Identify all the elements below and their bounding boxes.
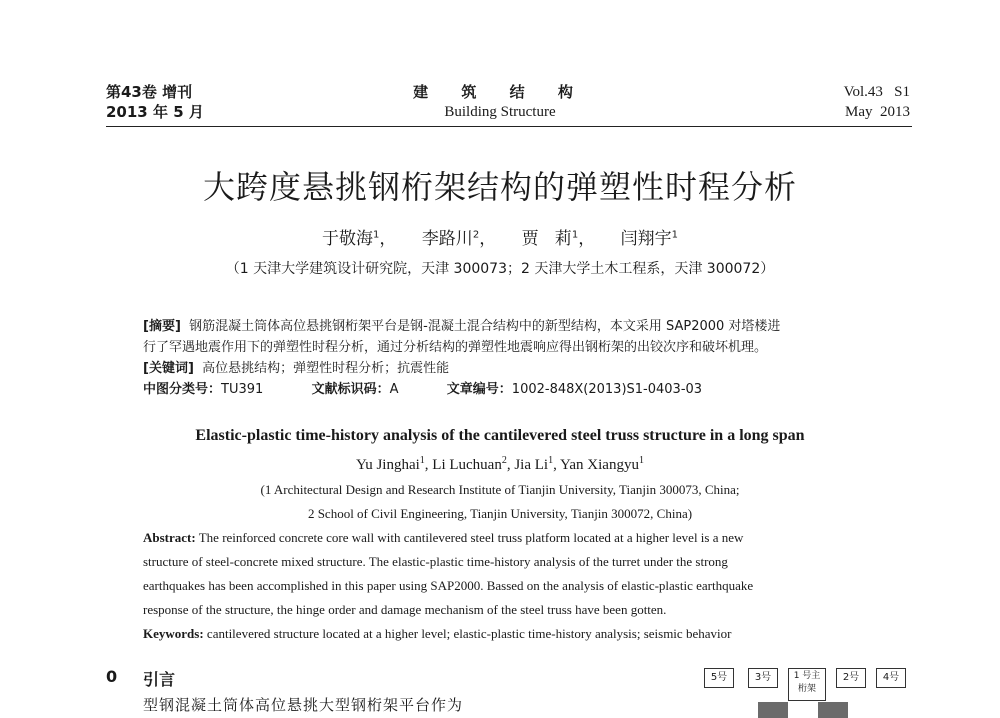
abstract-en-line3: earthquakes has been accomplished in this paper using SAP2000. Bassed on the analysis of elastic-plastic earthquake <box>143 578 754 593</box>
author-en: Yu Jinghai$^1$, <box>356 455 433 473</box>
figure-label: 2号 <box>836 668 866 688</box>
classification-line: 中图分类号：TU391 文献标识码：A 文章编号：1002-848X(2013)S1-0403-03 <box>143 382 703 397</box>
journal-name-en: Building Structure <box>444 104 556 120</box>
keywords-cn-label: [关键词] <box>143 361 194 376</box>
affiliation-en-line2: 2 School of Civil Engineering, Tianjin University, Tianjin 300072, China) <box>307 506 693 521</box>
journal-volume-en <box>844 82 910 122</box>
abstract-en-line4: response of the structure, the hinge order and damage mechanism of the steel truss have been gotten. <box>143 602 667 617</box>
volume-issue-en: Vol.43 S1 <box>843 84 910 100</box>
abstract-en-label: Abstract: <box>143 530 196 545</box>
header-rule <box>106 126 912 127</box>
affiliation-cn: （1 天津大学建筑设计研究院，天津 300073；2 天津大学土木工程系，天津 300072） <box>225 261 775 277</box>
author-en: Yan Xiangyu$^1$ <box>560 455 644 473</box>
publication-date: 2013 年 5 月 <box>106 103 204 121</box>
tower-shape <box>758 702 788 718</box>
body-text-line: 型钢混凝土筒体高位悬挑大型钢桁架平台作为 <box>143 696 464 714</box>
journal-name-cn: 建 筑 结 构 <box>413 83 587 101</box>
author-cn: 贾 莉$^1$， <box>521 229 596 249</box>
volume-issue: 第43卷 增刊 <box>106 83 193 101</box>
keywords-cn-text: 高位悬挑结构；弹塑性时程分析；抗震性能 <box>202 361 450 376</box>
paper-title-cn: 大跨度悬挑钢桁架结构的弹塑性时程分析 <box>202 168 797 206</box>
figure-label: 4号 <box>876 668 906 688</box>
author-en: Li Luchuan$^2$, <box>432 455 515 473</box>
abstract-cn <box>143 316 883 400</box>
truss-figure <box>700 662 912 718</box>
figure-label: 3号 <box>748 668 778 688</box>
author-en: Jia Li$^1$, <box>514 455 561 473</box>
figure-label-main-truss: 1 号主 桁架 <box>788 668 826 701</box>
abstract-en-line1: The reinforced concrete core wall with cantilevered steel truss platform located at a higher level is a new <box>198 530 744 545</box>
author-cn: 李路川$^2$， <box>421 229 497 249</box>
figure-label: 5号 <box>704 668 734 688</box>
keywords-en-label: Keywords: <box>143 626 204 641</box>
affiliation-en-line1: (1 Architectural Design and Research Institute of Tianjin University, Tianjin 300073, China; <box>260 482 740 497</box>
author-list-en <box>0 455 1000 474</box>
author-cn: 闫翔宇$^1$ <box>620 229 678 249</box>
abstract-cn-line2: 行了罕遇地震作用下的弹塑性时程分析，通过分析结构的弹塑性地震响应得出钢桁架的出铰次序和破坏机理。 <box>143 340 768 355</box>
author-list-cn <box>0 224 1000 249</box>
abstract-en-line2: structure of steel-concrete mixed structure. The elastic-plastic time-history analysis of the turret under the strong <box>143 554 728 569</box>
section-title: 引言 <box>143 670 176 689</box>
abstract-en <box>143 526 883 646</box>
publication-date-en: May 2013 <box>845 104 910 120</box>
abstract-cn-line1: 钢筋混凝土筒体高位悬挑钢桁架平台是钢-混凝土混合结构中的新型结构，本文采用 SAP2000 对塔楼进 <box>189 319 781 334</box>
paper-title-en: Elastic-plastic time-history analysis of the cantilevered steel truss structure in a long span <box>195 427 805 444</box>
section-number: 0 <box>106 667 118 686</box>
author-cn: 于敬海$^1$， <box>322 229 397 249</box>
keywords-en-text: cantilevered structure located at a higher level; elastic-plastic time-history analysis; seismic behavior <box>206 626 732 641</box>
abstract-cn-label: [摘要] <box>143 319 181 334</box>
tower-shape <box>818 702 848 718</box>
